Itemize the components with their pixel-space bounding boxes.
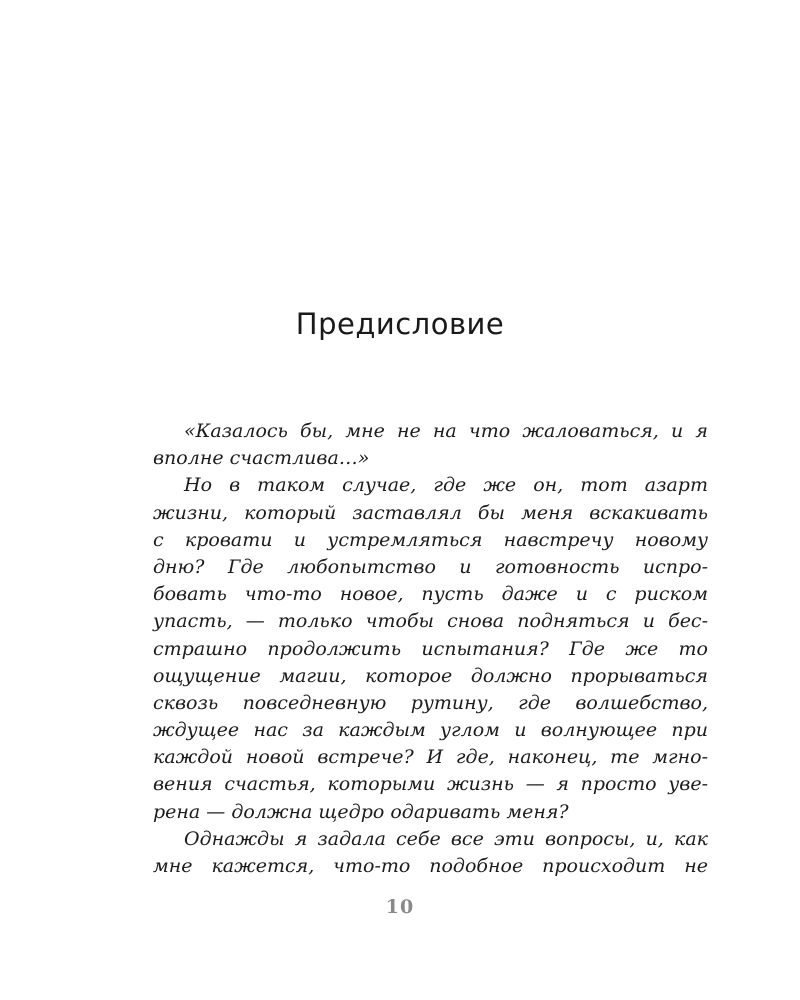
paragraph-2-line-13: рена — должна щедро одаривать меня? <box>153 800 569 823</box>
paragraph-2-line-2: жизни, который заставлял бы меня вскакивать <box>153 501 708 524</box>
paragraph-2-line-5: бовать что-то новое, пусть даже и с риском <box>153 583 708 606</box>
paragraph-2-line-9: сквозь повседневную рутину, где волшебство, <box>153 691 708 714</box>
paragraph-2-line-11: каждой новой встрече? И где, наконец, те мгно- <box>153 746 708 769</box>
paragraph-1-line-2: вполне счастлива…» <box>153 447 370 470</box>
body-text <box>153 418 708 880</box>
paragraph-3-line-2: мне кажется, что-то подобное происходит не <box>153 855 708 877</box>
paragraph-2-line-1: Но в таком случае, где же он, тот азарт <box>184 474 708 497</box>
paragraph-2-line-8: ощущение магии, которое должно прорываться <box>153 664 708 687</box>
paragraph-1-line-1: «Казалось бы, мне не на что жаловаться, и я <box>184 420 708 442</box>
paragraph-2-line-7: страшно продолжить испытания? Где же то <box>153 637 708 660</box>
paragraph-3-line-1: Однажды я задала себе все эти вопросы, и, как <box>184 827 708 850</box>
paragraph-2-line-3: с кровати и устремляться навстречу новому <box>153 528 708 551</box>
paragraph-2-line-4: дню? Где любопытство и готовность испро- <box>153 555 708 578</box>
chapter-title: Предисловие <box>295 307 505 341</box>
page-number: 10 <box>385 896 415 918</box>
paragraph-2-line-6: упасть, — только чтобы снова подняться и бес- <box>153 610 708 633</box>
paragraph-2-line-10: ждущее нас за каждым углом и волнующее при <box>153 719 708 742</box>
paragraph-2-line-12: вения счастья, которыми жизнь — я просто уве- <box>153 773 708 796</box>
